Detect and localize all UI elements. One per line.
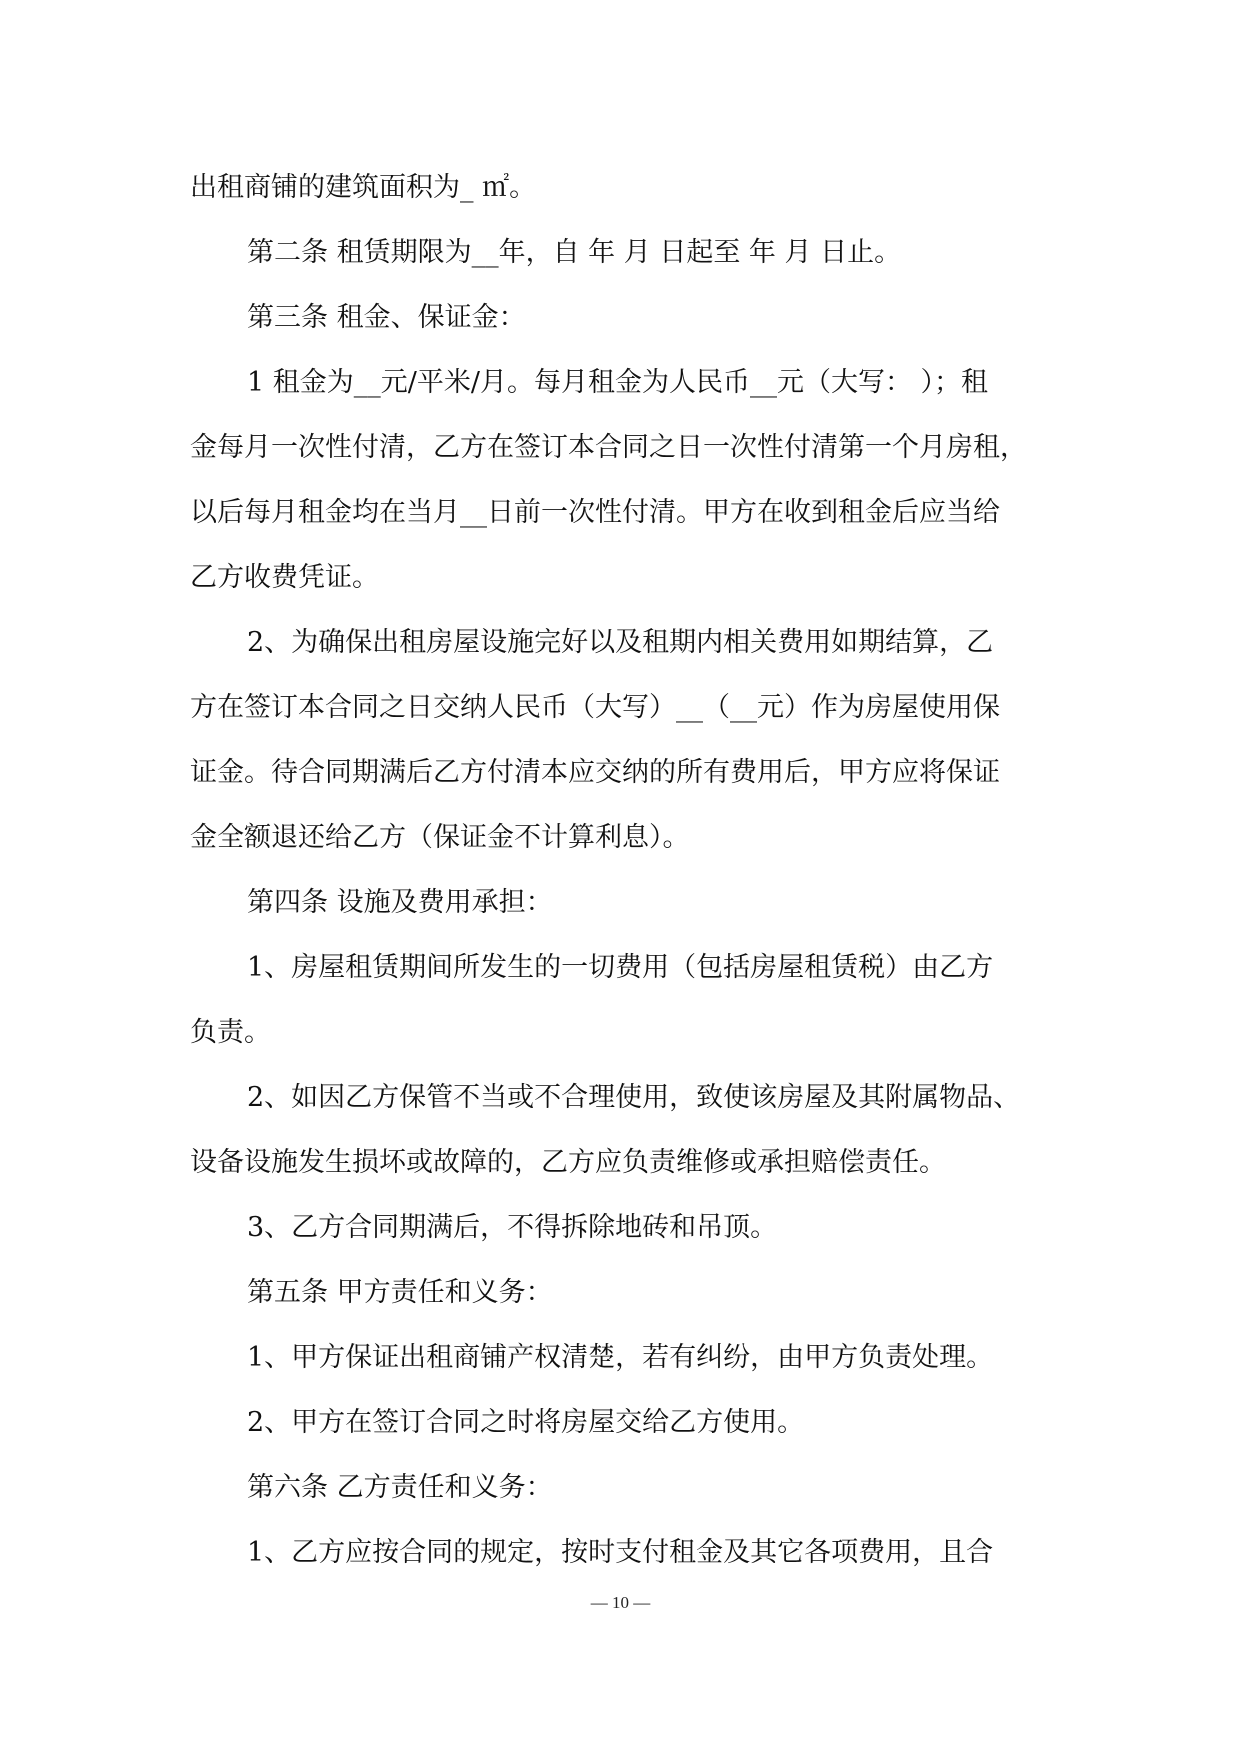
text-line: 金全额退还给乙方（保证金不计算利息）。 <box>190 822 690 853</box>
text-line: 证金。待合同期满后乙方付清本应交纳的所有费用后，甲方应将保证 <box>190 757 1000 788</box>
text-line: 2、为确保出租房屋设施完好以及租期内相关费用如期结算，乙 <box>247 627 994 658</box>
text-line: 第二条 租赁期限为__年，自 年 月 日起至 年 月 日止。 <box>247 237 902 268</box>
page-number: — 10 — <box>590 1593 651 1612</box>
text-line: 1 租金为__元/平米/月。每月租金为人民币__元（大写： ）；租 <box>247 367 989 398</box>
text-line: 以后每月租金均在当月__日前一次性付清。甲方在收到租金后应当给 <box>190 497 1000 528</box>
text-line: 第五条 甲方责任和义务： <box>247 1277 553 1308</box>
text-line: 2、如因乙方保管不当或不合理使用，致使该房屋及其附属物品、 <box>247 1082 1021 1113</box>
text-line: 第六条 乙方责任和义务： <box>247 1472 553 1503</box>
text-line: 2、甲方在签订合同之时将房屋交给乙方使用。 <box>247 1407 805 1438</box>
text-line: 3、乙方合同期满后，不得拆除地砖和吊顶。 <box>247 1212 778 1243</box>
text-line: 设备设施发生损坏或故障的，乙方应负责维修或承担赔偿责任。 <box>190 1147 946 1178</box>
document-body <box>190 155 1050 1585</box>
text-line: 出租商铺的建筑面积为_ ㎡。 <box>190 172 537 203</box>
text-line: 第三条 租金、保证金： <box>247 302 526 333</box>
text-line: 乙方收费凭证。 <box>190 562 379 593</box>
text-line: 1、乙方应按合同的规定，按时支付租金及其它各项费用，且合 <box>247 1537 994 1568</box>
text-line: 负责。 <box>190 1017 271 1048</box>
text-line: 1、甲方保证出租商铺产权清楚，若有纠纷，由甲方负责处理。 <box>247 1342 994 1373</box>
text-line: 金每月一次性付清，乙方在签订本合同之日一次性付清第一个月房租， <box>190 432 1027 463</box>
text-line: 第四条 设施及费用承担： <box>247 887 553 918</box>
text-line: 1、房屋租赁期间所发生的一切费用（包括房屋租赁税）由乙方 <box>247 952 994 983</box>
text-line: 方在签订本合同之日交纳人民币（大写）__（__元）作为房屋使用保 <box>190 692 1000 723</box>
